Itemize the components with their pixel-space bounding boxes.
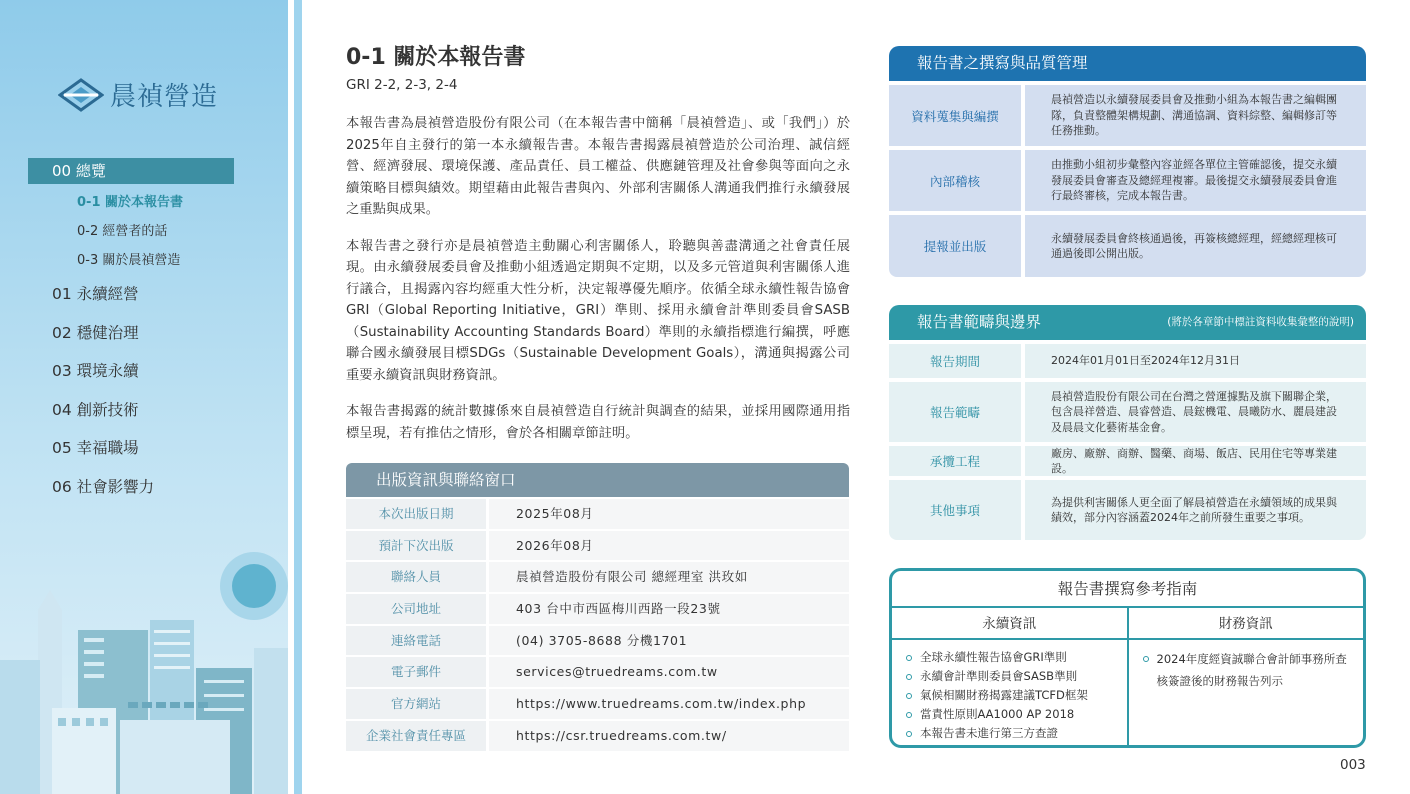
list-item: 永續會計準則委員會SASB準則: [906, 667, 1127, 686]
logo-icon: [58, 78, 104, 112]
publication-value: 403 台中市西區梅川西路一段23號: [489, 594, 849, 624]
nav-item-workplace[interactable]: 05 幸福職場: [52, 439, 139, 458]
page-title: 0-1 關於本報告書: [346, 45, 526, 70]
gri-reference: GRI 2-2, 2-3, 2-4: [346, 77, 458, 93]
scope-value: 為提供利害關係人更全面了解晨禎營造在永續領域的成果與績效，部分內容涵蓋2024年之前所發生重要之事項。: [1025, 480, 1366, 540]
publication-label: 公司地址: [346, 594, 486, 624]
quality-label: 資料蒐集與編撰: [889, 85, 1021, 146]
nav-sub-ceo-message[interactable]: 0-2 經營者的話: [77, 224, 168, 239]
scope-label: 報告範疇: [889, 382, 1021, 442]
data-source-paragraph: 本報告書揭露的統計數據係來自晨禎營造自行統計與調查的結果，並採用國際通用指標呈現，若有推估之情形，會於各相關章節註明。: [346, 404, 850, 441]
guide-columns: [892, 608, 1363, 745]
list-item: 全球永續性報告協會GRI準則: [906, 648, 1127, 667]
financial-info-column: [1127, 608, 1364, 745]
list-item: 2024年度經資誠聯合會計師事務所查核簽證後的財務報告列示: [1143, 648, 1364, 692]
financial-info-list: [1129, 640, 1364, 692]
quality-value: 晨禎營造以永續發展委員會及推動小組為本報告書之編輯團隊，負責整體架構規劃、溝通協調、資料綜整、編輯修訂等任務推動。: [1025, 85, 1366, 146]
table-row: [889, 340, 1366, 378]
scope-header-title: 報告書範疇與邊界: [917, 313, 1042, 331]
table-row: [346, 497, 849, 529]
sustainability-info-column: [892, 608, 1127, 745]
quality-label: 內部稽核: [889, 150, 1021, 211]
main-content: [346, 40, 850, 444]
sustainability-info-list: [892, 640, 1127, 743]
email-link[interactable]: services@truedreams.com.tw: [489, 657, 849, 687]
table-row: [346, 687, 849, 719]
scope-value: 廠房、廠辦、商辦、醫藥、商場、飯店、民用住宅等專業建設。: [1025, 446, 1366, 476]
table-row: [346, 719, 849, 751]
csr-link[interactable]: https://csr.truedreams.com.tw/: [489, 721, 849, 751]
page-number: 003: [1340, 757, 1366, 773]
nav-sub-about-report[interactable]: 0-1 關於本報告書: [77, 195, 184, 210]
city-skyline-illustration: [0, 590, 288, 794]
publication-label: 官方網站: [346, 689, 486, 719]
scope-label: 承攬工程: [889, 446, 1021, 476]
nav-sub-about-company[interactable]: 0-3 關於晨禎營造: [77, 253, 181, 268]
publication-label: 電子郵件: [346, 657, 486, 687]
nav-item-environment[interactable]: 03 環境永續: [52, 362, 139, 381]
publication-value: 2026年08月: [489, 531, 849, 561]
list-item: 氣候相關財務揭露建議TCFD框架: [906, 686, 1127, 705]
guide-title: 報告書撰寫參考指南: [892, 571, 1363, 608]
publication-label: 企業社會責任專區: [346, 721, 486, 751]
publication-label: 連絡電話: [346, 626, 486, 656]
sustainability-info-header: 永續資訊: [892, 608, 1127, 640]
publication-label: 本次出版日期: [346, 499, 486, 529]
table-row: [889, 146, 1366, 211]
nav-item-sustainable-operation[interactable]: 01 永續經營: [52, 285, 139, 303]
table-row: [346, 529, 849, 561]
nav-item-social-impact[interactable]: 06 社會影響力: [52, 477, 155, 496]
publication-label: 聯絡人員: [346, 562, 486, 592]
table-row: [346, 655, 849, 687]
quality-value: 永續發展委員會終核通過後，再簽核總經理，經總經理核可通過後即公開出版。: [1025, 215, 1366, 277]
sidebar: [0, 0, 288, 794]
scope-value: 2024年01月01日至2024年12月31日: [1025, 344, 1366, 378]
quality-value: 由推動小組初步彙整內容並經各單位主管確認後，提交永續發展委員會審查及總經理複審。最後提交永續發展委員會進行最終審核，完成本報告書。: [1025, 150, 1366, 211]
list-item: 本報告書未進行第三方查證: [906, 724, 1127, 743]
scope-header: [889, 305, 1366, 340]
publication-label: 預計下次出版: [346, 531, 486, 561]
table-row: [889, 476, 1366, 540]
financial-info-header: 財務資訊: [1129, 608, 1364, 640]
nav-item-overview[interactable]: 00 總覽: [28, 158, 234, 184]
table-row: [346, 560, 849, 592]
intro-paragraph: 本報告書為晨禎營造股份有限公司（在本報告書中簡稱「晨禎營造」、或「我們」）於2025年自主發行的第一本永續報告書。本報告書揭露晨禎營造於公司治理、誠信經營、經濟發展、環境保護、產品責任、員工權益、供應鏈管理及社會參與等面向之永續策略目標與績效。期望藉由此報告書與內、外部利害關係人溝通我們推行永續發展之重點與成果。: [346, 116, 850, 217]
nav-item-governance[interactable]: 02 穩健治理: [52, 323, 139, 342]
publication-value: 晨禎營造股份有限公司 總經理室 洪玫如: [489, 562, 849, 592]
website-link[interactable]: https://www.truedreams.com.tw/index.php: [489, 689, 849, 719]
list-item: 當責性原則AA1000 AP 2018: [906, 705, 1127, 724]
company-logo[interactable]: [58, 76, 218, 113]
nav-item-innovation[interactable]: 04 創新技術: [52, 400, 139, 419]
logo-text: 晨禎營造: [110, 82, 219, 112]
quality-management-table: [889, 46, 1366, 277]
table-row: [889, 211, 1366, 277]
publication-value: 2025年08月: [489, 499, 849, 529]
table-row: [346, 592, 849, 624]
scope-label: 其他事項: [889, 480, 1021, 540]
scope-header-note: (將於各章節中標註資料收集彙整的說明): [1167, 316, 1354, 328]
table-row: [346, 624, 849, 656]
scope-label: 報告期間: [889, 344, 1021, 378]
quality-header: 報告書之撰寫與品質管理: [889, 46, 1366, 81]
stakeholder-paragraph: 本報告書之發行亦是晨禎營造主動關心利害關係人，聆聽與善盡溝通之社會責任展現。由永續發展委員會及推動小組透過定期與不定期，以及多元管道與利害關係人進行議合，且揭露內容均經重大性分析，決定報導優先順序。依循全球永續性報告協會GRI（Global Reporting Initiative，GRI）準則、採用永續會計準則委員會SASB（Sustainability Accounting Standards Board）準則的永續指標進行編撰，呼應聯合國永續發展目標SDGs（Sustainable Development Goals），溝通與揭露公司重要永續資訊與財務資訊。: [346, 238, 850, 383]
publication-info-table: [346, 463, 849, 751]
sidebar-accent-bar: [294, 0, 302, 794]
report-scope-table: [889, 305, 1366, 540]
sidebar-nav: [28, 158, 234, 507]
quality-label: 提報並出版: [889, 215, 1021, 277]
publication-info-header: 出版資訊與聯絡窗口: [346, 463, 849, 497]
scope-value: 晨禎營造股份有限公司在台灣之營運據點及旗下關聯企業，包含晨祥營造、晨睿營造、晨鋐機電、晨曦防水、麗晨建設及晨晨文化藝術基金會。: [1025, 382, 1366, 442]
table-row: [889, 442, 1366, 476]
publication-value: (04) 3705-8688 分機1701: [489, 626, 849, 656]
table-row: [889, 378, 1366, 442]
reference-guide-box: [889, 568, 1366, 748]
table-row: [889, 81, 1366, 146]
